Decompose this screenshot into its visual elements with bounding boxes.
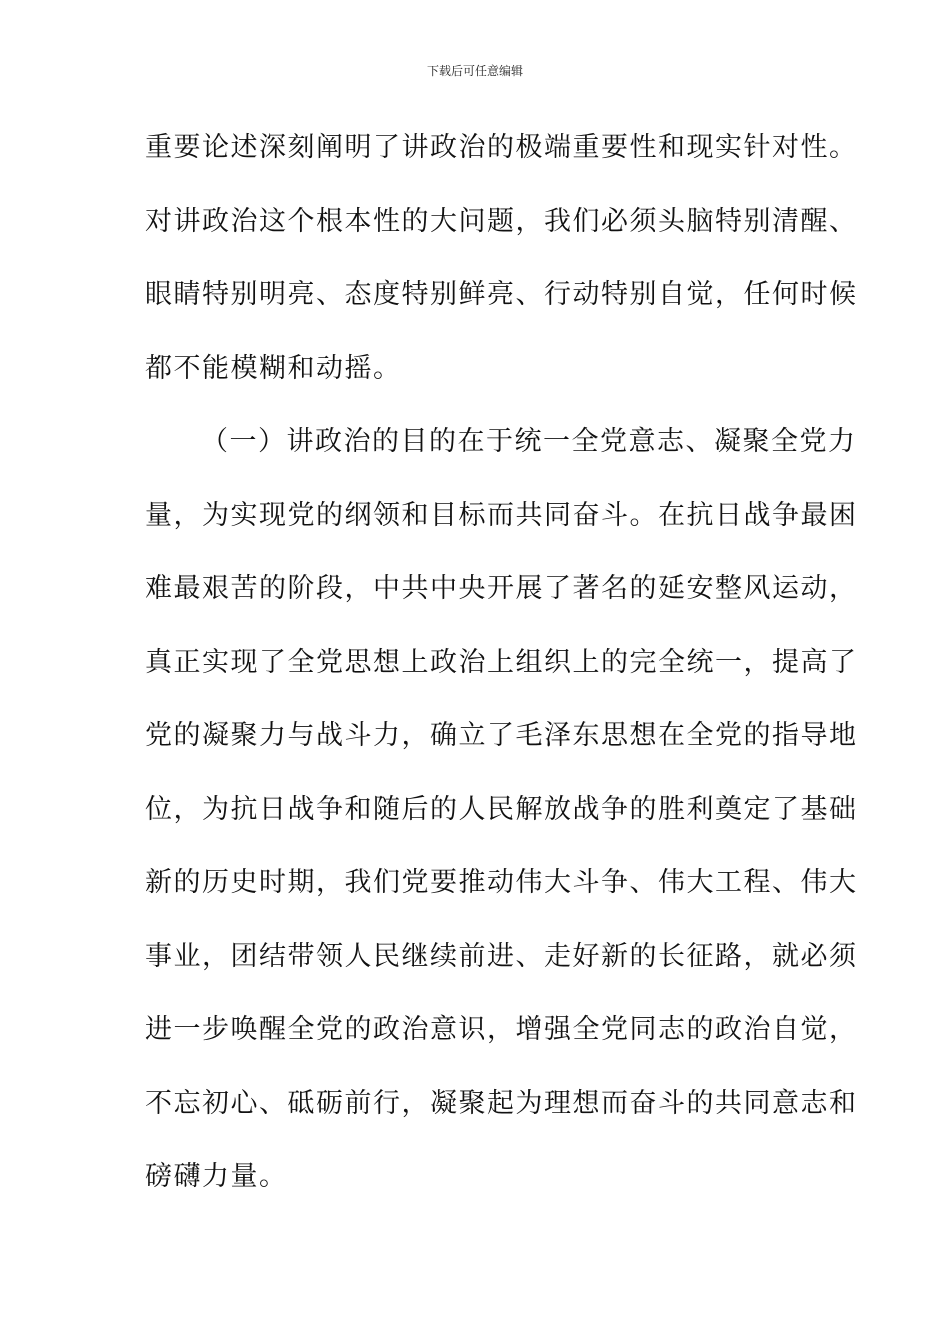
text-line-1: 重要论述深刻阐明了讲政治的极端重要性和现实针对性。	[145, 132, 858, 163]
text-line-13: 进一步唤醒全党的政治意识，增强全党同志的政治自觉，	[145, 1014, 858, 1045]
text-line-12: 事业，团结带领人民继续前进、走好新的长征路，就必须	[145, 940, 858, 972]
text-line-2: 对讲政治这个根本性的大问题，我们必须头脑特别清醒、	[145, 205, 858, 237]
text-line-11: 新的历史时期，我们党要推动伟大斗争、伟大工程、伟大	[145, 867, 858, 898]
text-line-14: 不忘初心、砥砺前行，凝聚起为理想而奋斗的共同意志和	[145, 1087, 858, 1119]
document-body	[145, 124, 858, 1227]
text-line-9: 党的凝聚力与战斗力，确立了毛泽东思想在全党的指导地	[145, 720, 858, 751]
text-line-3: 眼睛特别明亮、态度特别鲜亮、行动特别自觉，任何时候	[145, 279, 858, 310]
text-line-8: 真正实现了全党思想上政治上组织上的完全统一，提高了	[145, 646, 858, 678]
page-header: 下载后可任意编辑	[426, 64, 523, 78]
text-line-6: 量，为实现党的纲领和目标而共同奋斗。在抗日战争最困	[145, 499, 858, 531]
text-line-4: 都不能模糊和动摇。	[145, 352, 402, 384]
text-line-10: 位，为抗日战争和随后的人民解放战争的胜利奠定了基础	[145, 793, 858, 825]
text-line-7: 难最艰苦的阶段，中共中央开展了著名的延安整风运动，	[145, 573, 858, 604]
text-line-15: 磅礴力量。	[145, 1161, 288, 1192]
text-line-5: （一）讲政治的目的在于统一全党意志、凝聚全党力	[201, 426, 857, 457]
